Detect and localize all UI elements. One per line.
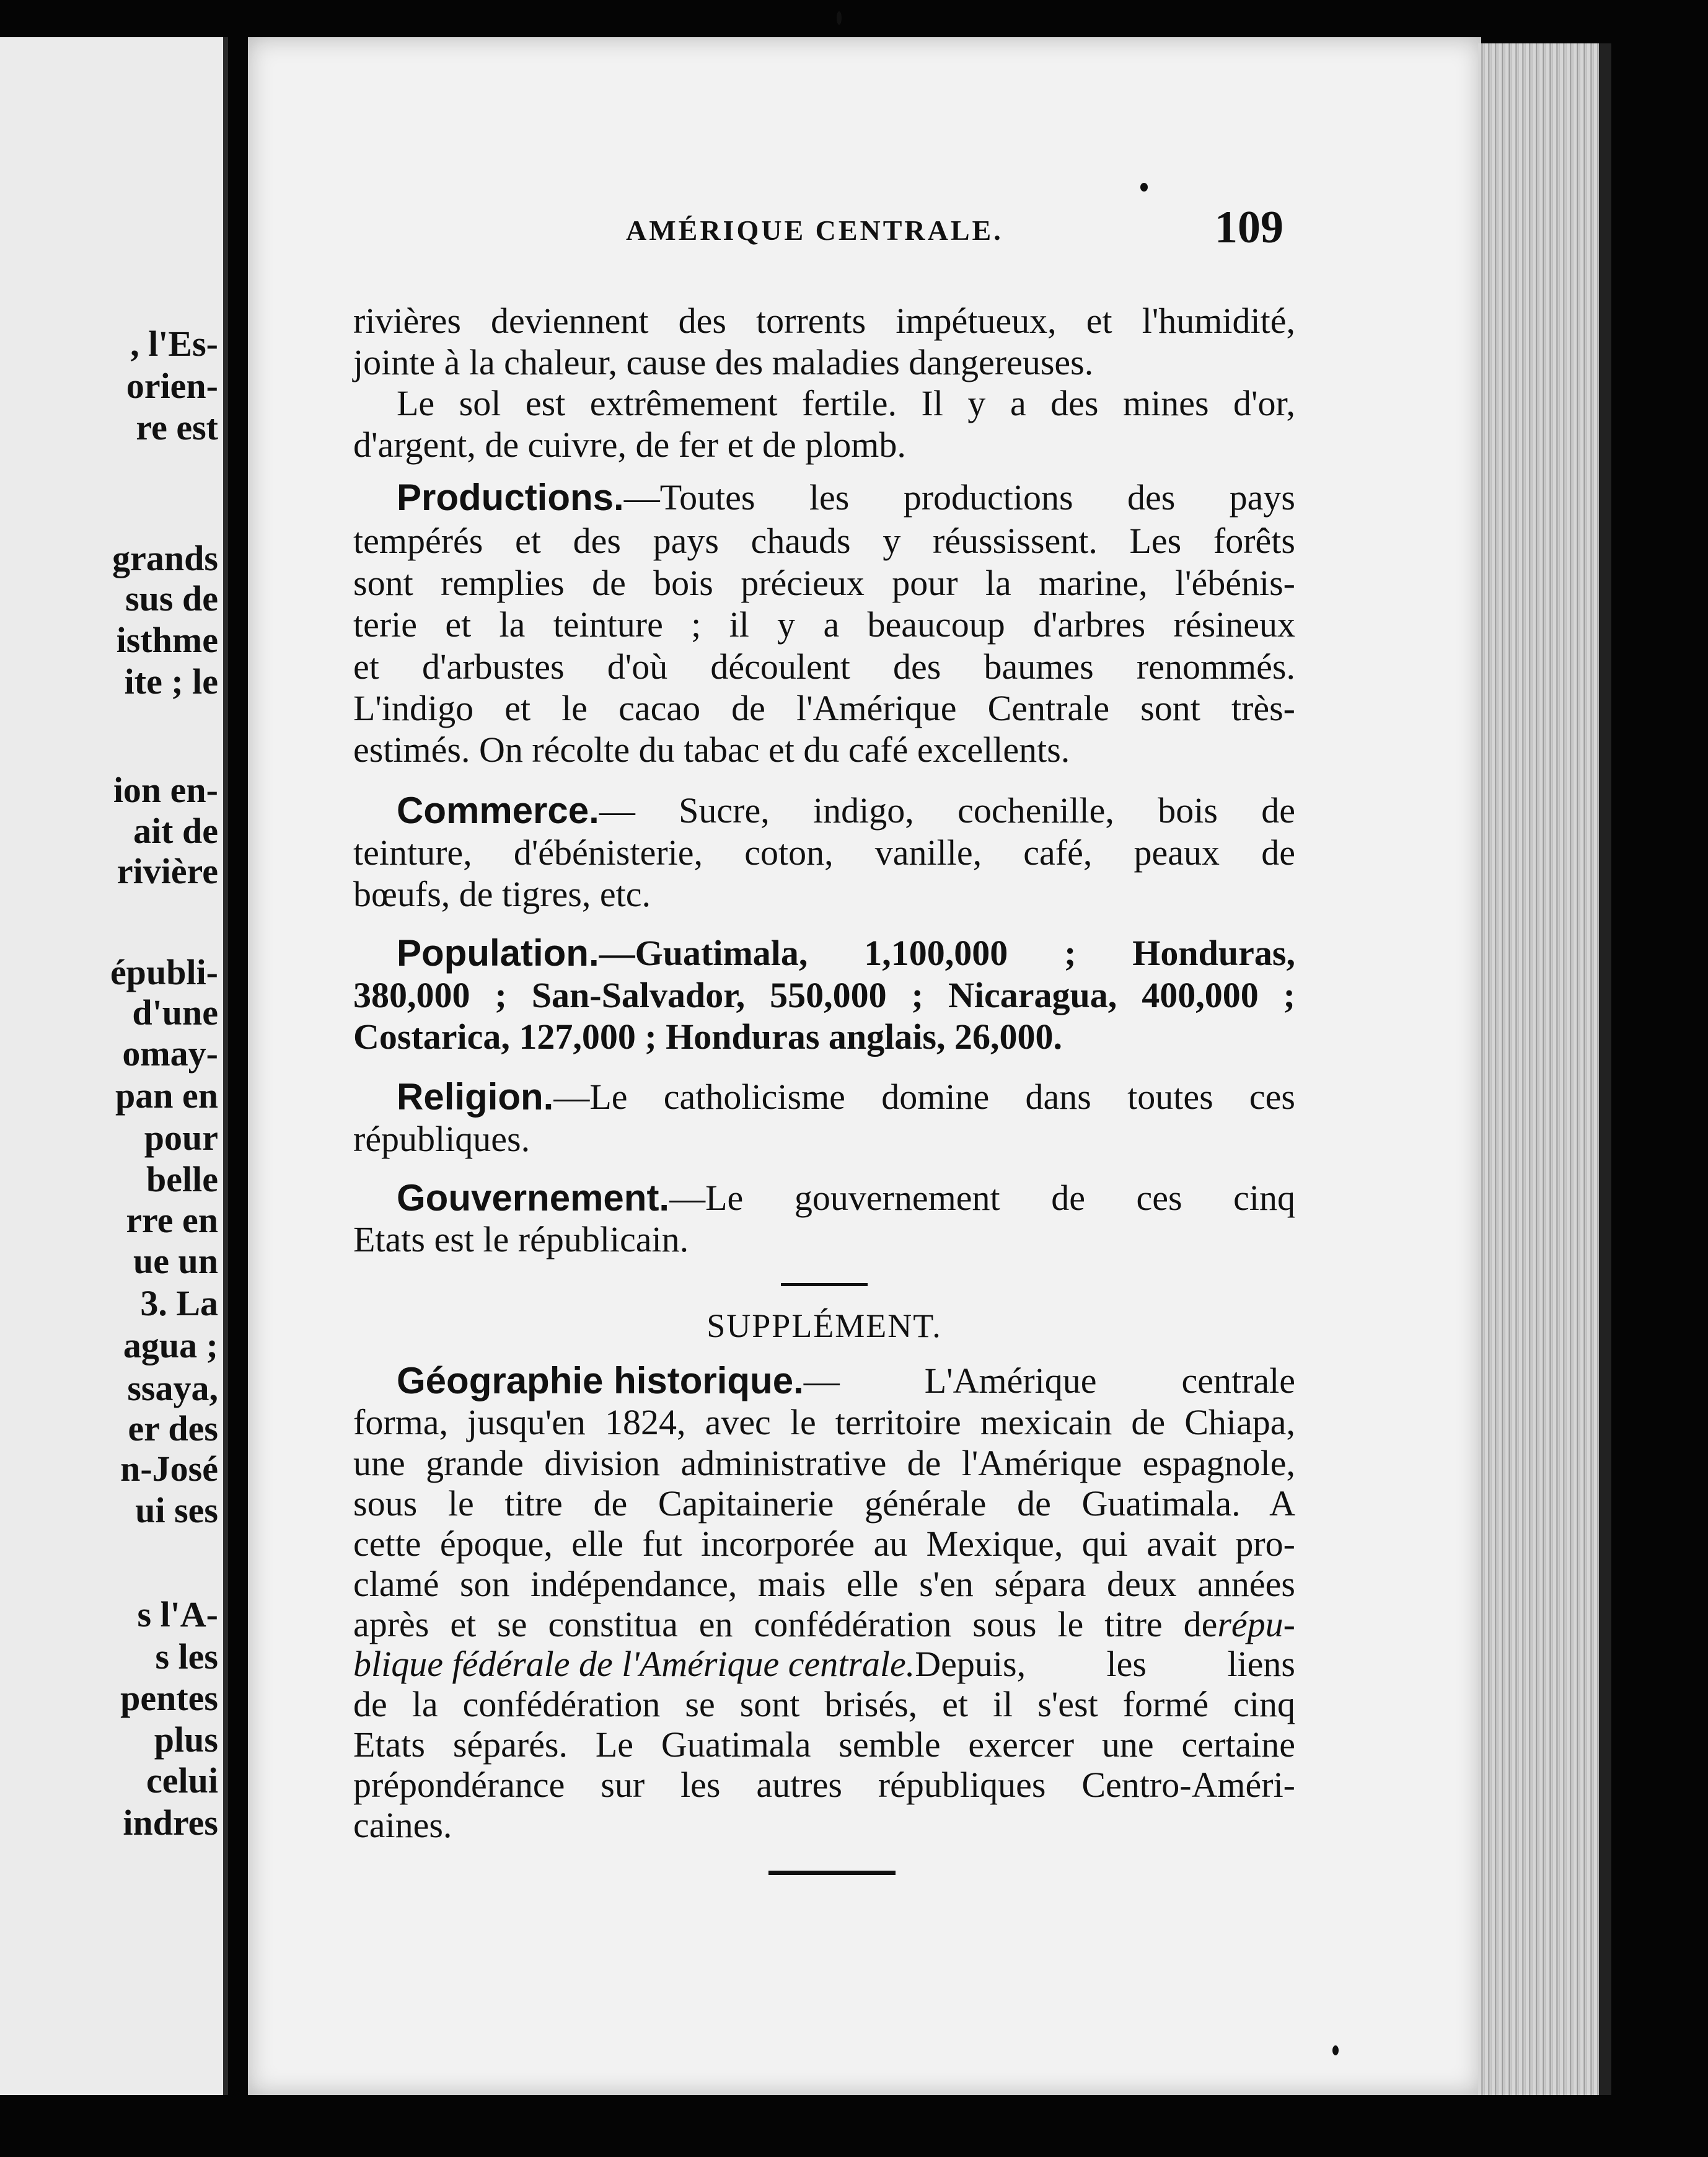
left-page-line: rre en <box>126 1200 218 1240</box>
text-line: forma, jusqu'en 1824, avec le territoire mexicain de Chiapa, <box>353 1402 1295 1442</box>
closing-rule <box>768 1871 896 1875</box>
text-line: Le sol est extrêmement fertile. Il y a des mines d'or, <box>397 383 1295 423</box>
text-line: tempérés et des pays chauds y réussissent. Les forêts <box>353 521 1295 561</box>
section-title-government: Gouvernement. <box>397 1177 670 1219</box>
left-page-line: pan en <box>115 1075 218 1116</box>
left-page-line: ait de <box>133 811 218 851</box>
text-line: d'argent, de cuivre, de fer et de plomb. <box>353 425 906 465</box>
left-page-line: s les <box>155 1636 218 1677</box>
text-line: sous le titre de Capitainerie générale de Guatimala. A <box>353 1483 1295 1524</box>
scan-speck <box>1332 2045 1339 2055</box>
text-line: clamé son indépendance, mais elle s'en sépara deux années <box>353 1564 1295 1604</box>
text-line: Etats est le républicain. <box>353 1219 689 1259</box>
section-divider <box>781 1283 868 1286</box>
section-title-religion: Religion. <box>397 1076 554 1118</box>
text-run-italic: blique fédérale de l'Amérique centrale. <box>353 1644 915 1684</box>
left-page-line: orien- <box>126 366 218 406</box>
section-title-population: Population. <box>397 932 599 974</box>
paragraph-first-line <box>397 1361 1295 1401</box>
text-line: caines. <box>353 1805 452 1845</box>
text-run: Depuis, les liens <box>915 1644 1295 1684</box>
left-page-line: ion en- <box>113 770 218 810</box>
left-page-line: er des <box>128 1408 218 1449</box>
text-line: Etats séparés. Le Guatimala semble exercer une certaine <box>353 1724 1295 1765</box>
supplement-heading: SUPPLÉMENT. <box>707 1307 942 1344</box>
left-page-line: indres <box>123 1802 218 1843</box>
text-line: 380,000 ; San-Salvador, 550,000 ; Nicaragua, 400,000 ; <box>353 975 1295 1015</box>
left-page-line: ssaya, <box>127 1368 218 1408</box>
text-run: —Guatimala, 1,100,000 ; Honduras, <box>599 933 1295 973</box>
text-line: une grande division administrative de l'Amérique espagnole, <box>353 1443 1295 1483</box>
text-line: bœufs, de tigres, etc. <box>353 874 651 914</box>
text-line: républiques. <box>353 1119 530 1159</box>
text-line: jointe à la chaleur, cause des maladies dangereuses. <box>353 342 1094 382</box>
section-title-commerce: Commerce. <box>397 790 599 831</box>
page-number: 109 <box>1215 202 1283 253</box>
text-line: terie et la teinture ; il y a beaucoup d'arbres résineux <box>353 604 1295 645</box>
text-run: après et se constitua en confédération sous le titre de <box>353 1604 1218 1644</box>
page-edge-shadow <box>1599 43 1611 2095</box>
text-line: de la confédération se sont brisés, et il s'est formé cinq <box>353 1684 1295 1724</box>
section-title-geography: Géographie historique. <box>397 1360 804 1401</box>
left-page-fragment <box>0 37 228 2095</box>
text-run: — Sucre, indigo, cochenille, bois de <box>599 790 1295 831</box>
text-line: estimés. On récolte du tabac et du café excellents. <box>353 730 1070 770</box>
left-page-line: d'une <box>132 992 218 1033</box>
left-page-line: rivière <box>117 851 218 891</box>
page-edges <box>1478 43 1602 2095</box>
left-page-line: pour <box>144 1118 218 1158</box>
text-line: Costarica, 127,000 ; Honduras anglais, 26,000. <box>353 1017 1062 1057</box>
text-run: —Toutes les productions des pays <box>623 477 1295 518</box>
left-page-line: isthme <box>116 620 218 660</box>
text-run: — L'Amérique centrale <box>803 1361 1295 1401</box>
left-page-line: s l'A- <box>137 1594 218 1634</box>
left-page-line: re est <box>136 407 218 448</box>
text-line: teinture, d'ébénisterie, coton, vanille, café, peaux de <box>353 832 1295 873</box>
left-page-line: agua ; <box>123 1325 218 1365</box>
left-page-line: celui <box>146 1760 218 1801</box>
text-run: —Le catholicisme domine dans toutes ces <box>553 1077 1295 1117</box>
left-page-line: épubli- <box>110 952 218 992</box>
text-line: et d'arbustes d'où découlent des baumes renommés. <box>353 646 1295 687</box>
left-page-line: ue un <box>133 1241 218 1281</box>
left-page-line: sus de <box>125 578 218 619</box>
paragraph-first-line <box>397 933 1295 974</box>
left-page-line: pentes <box>120 1678 218 1718</box>
left-page-line: 3. La <box>140 1283 218 1323</box>
scan-speck <box>837 11 842 25</box>
left-page-line: grands <box>112 538 218 578</box>
left-page-line: ite ; le <box>124 661 218 702</box>
text-line: L'indigo et le cacao de l'Amérique Centrale sont très- <box>353 688 1295 728</box>
paragraph-first-line <box>397 1178 1295 1219</box>
left-page-line: n-José <box>120 1449 218 1489</box>
text-line: cette époque, elle fut incorporée au Mexique, qui avait pro- <box>353 1524 1295 1564</box>
left-page-line: plus <box>154 1719 218 1760</box>
text-line: prépondérance sur les autres républiques Centro-Améri- <box>353 1765 1295 1805</box>
left-page-line: , l'Es- <box>130 324 218 364</box>
text-run-italic: répu- <box>1217 1604 1295 1644</box>
left-page-line: belle <box>146 1159 218 1199</box>
paragraph-first-line <box>397 1077 1295 1118</box>
running-head: AMÉRIQUE CENTRALE. <box>626 214 1003 246</box>
text-line <box>353 1644 1295 1685</box>
text-line: rivières deviennent des torrents impétueux, et l'humidité, <box>353 301 1295 341</box>
text-run: —Le gouvernement de ces cinq <box>669 1178 1295 1218</box>
section-title-productions: Productions. <box>397 477 624 518</box>
scan-speck <box>1140 183 1148 192</box>
text-line: sont remplies de bois précieux pour la marine, l'ébénis- <box>353 563 1295 603</box>
text-line <box>353 1604 1295 1645</box>
left-page-line: ui ses <box>135 1490 218 1530</box>
paragraph-first-line <box>397 790 1295 831</box>
left-page-line: omay- <box>122 1033 218 1074</box>
paragraph-first-line <box>397 477 1295 518</box>
